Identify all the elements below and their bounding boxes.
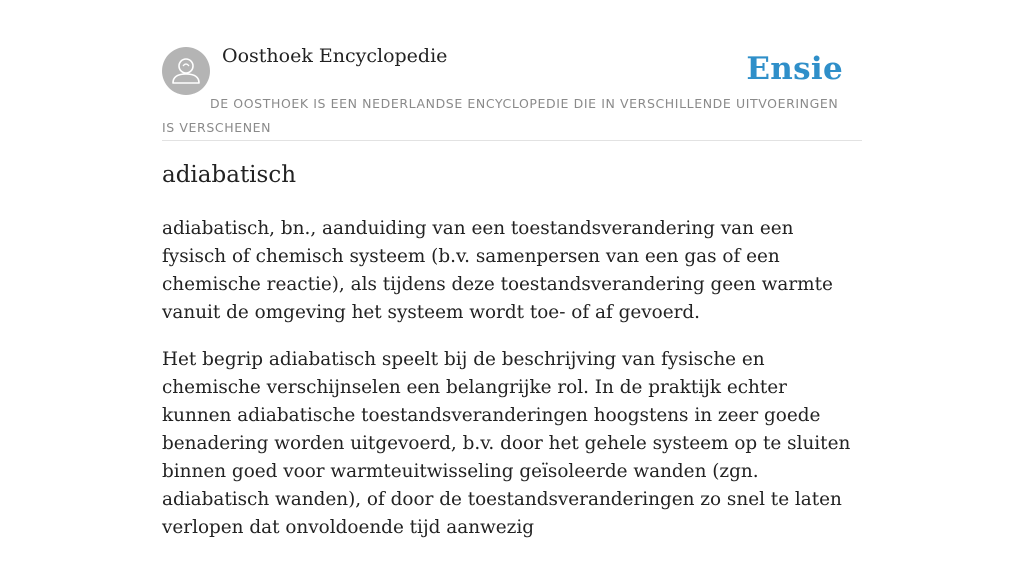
source-name-link[interactable]: Oosthoek Encyclopedie	[222, 45, 448, 67]
brand-logo-link[interactable]: Ensie	[746, 51, 843, 87]
article-paragraph: adiabatisch, bn., aanduiding van een toestandsverandering van een fysisch of chemisch systeem (b.v. samenpersen van een gas of een chemische reactie), als tijdens deze toestandsverandering geen warmte vanuit de omgeving het systeem wordt toe- of af gevoerd.	[162, 218, 833, 323]
article-title: adiabatisch	[162, 162, 297, 188]
source-tagline: DE OOSTHOEK IS EEN NEDERLANDSE ENCYCLOPEDIE DIE IN VERSCHILLENDE UITVOERINGEN IS VERSCHENEN	[162, 96, 839, 135]
source-header	[162, 45, 862, 141]
article-paragraph: Het begrip adiabatisch speelt bij de beschrijving van fysische en chemische verschijnselen een belangrijke rol. In de praktijk echter kunnen adiabatische toestandsveranderingen hoogstens in zeer goede benadering worden uitgevoerd, b.v. door het gehele systeem op te sluiten binnen goed voor warmteuitwisseling geïsoleerde wanden (zgn. adiabatisch wanden), of door de toestandsveranderingen zo snel te laten verlopen dat onvoldoende tijd aanwezig	[162, 349, 851, 538]
article-body	[162, 215, 862, 561]
user-placeholder-icon	[162, 47, 210, 95]
